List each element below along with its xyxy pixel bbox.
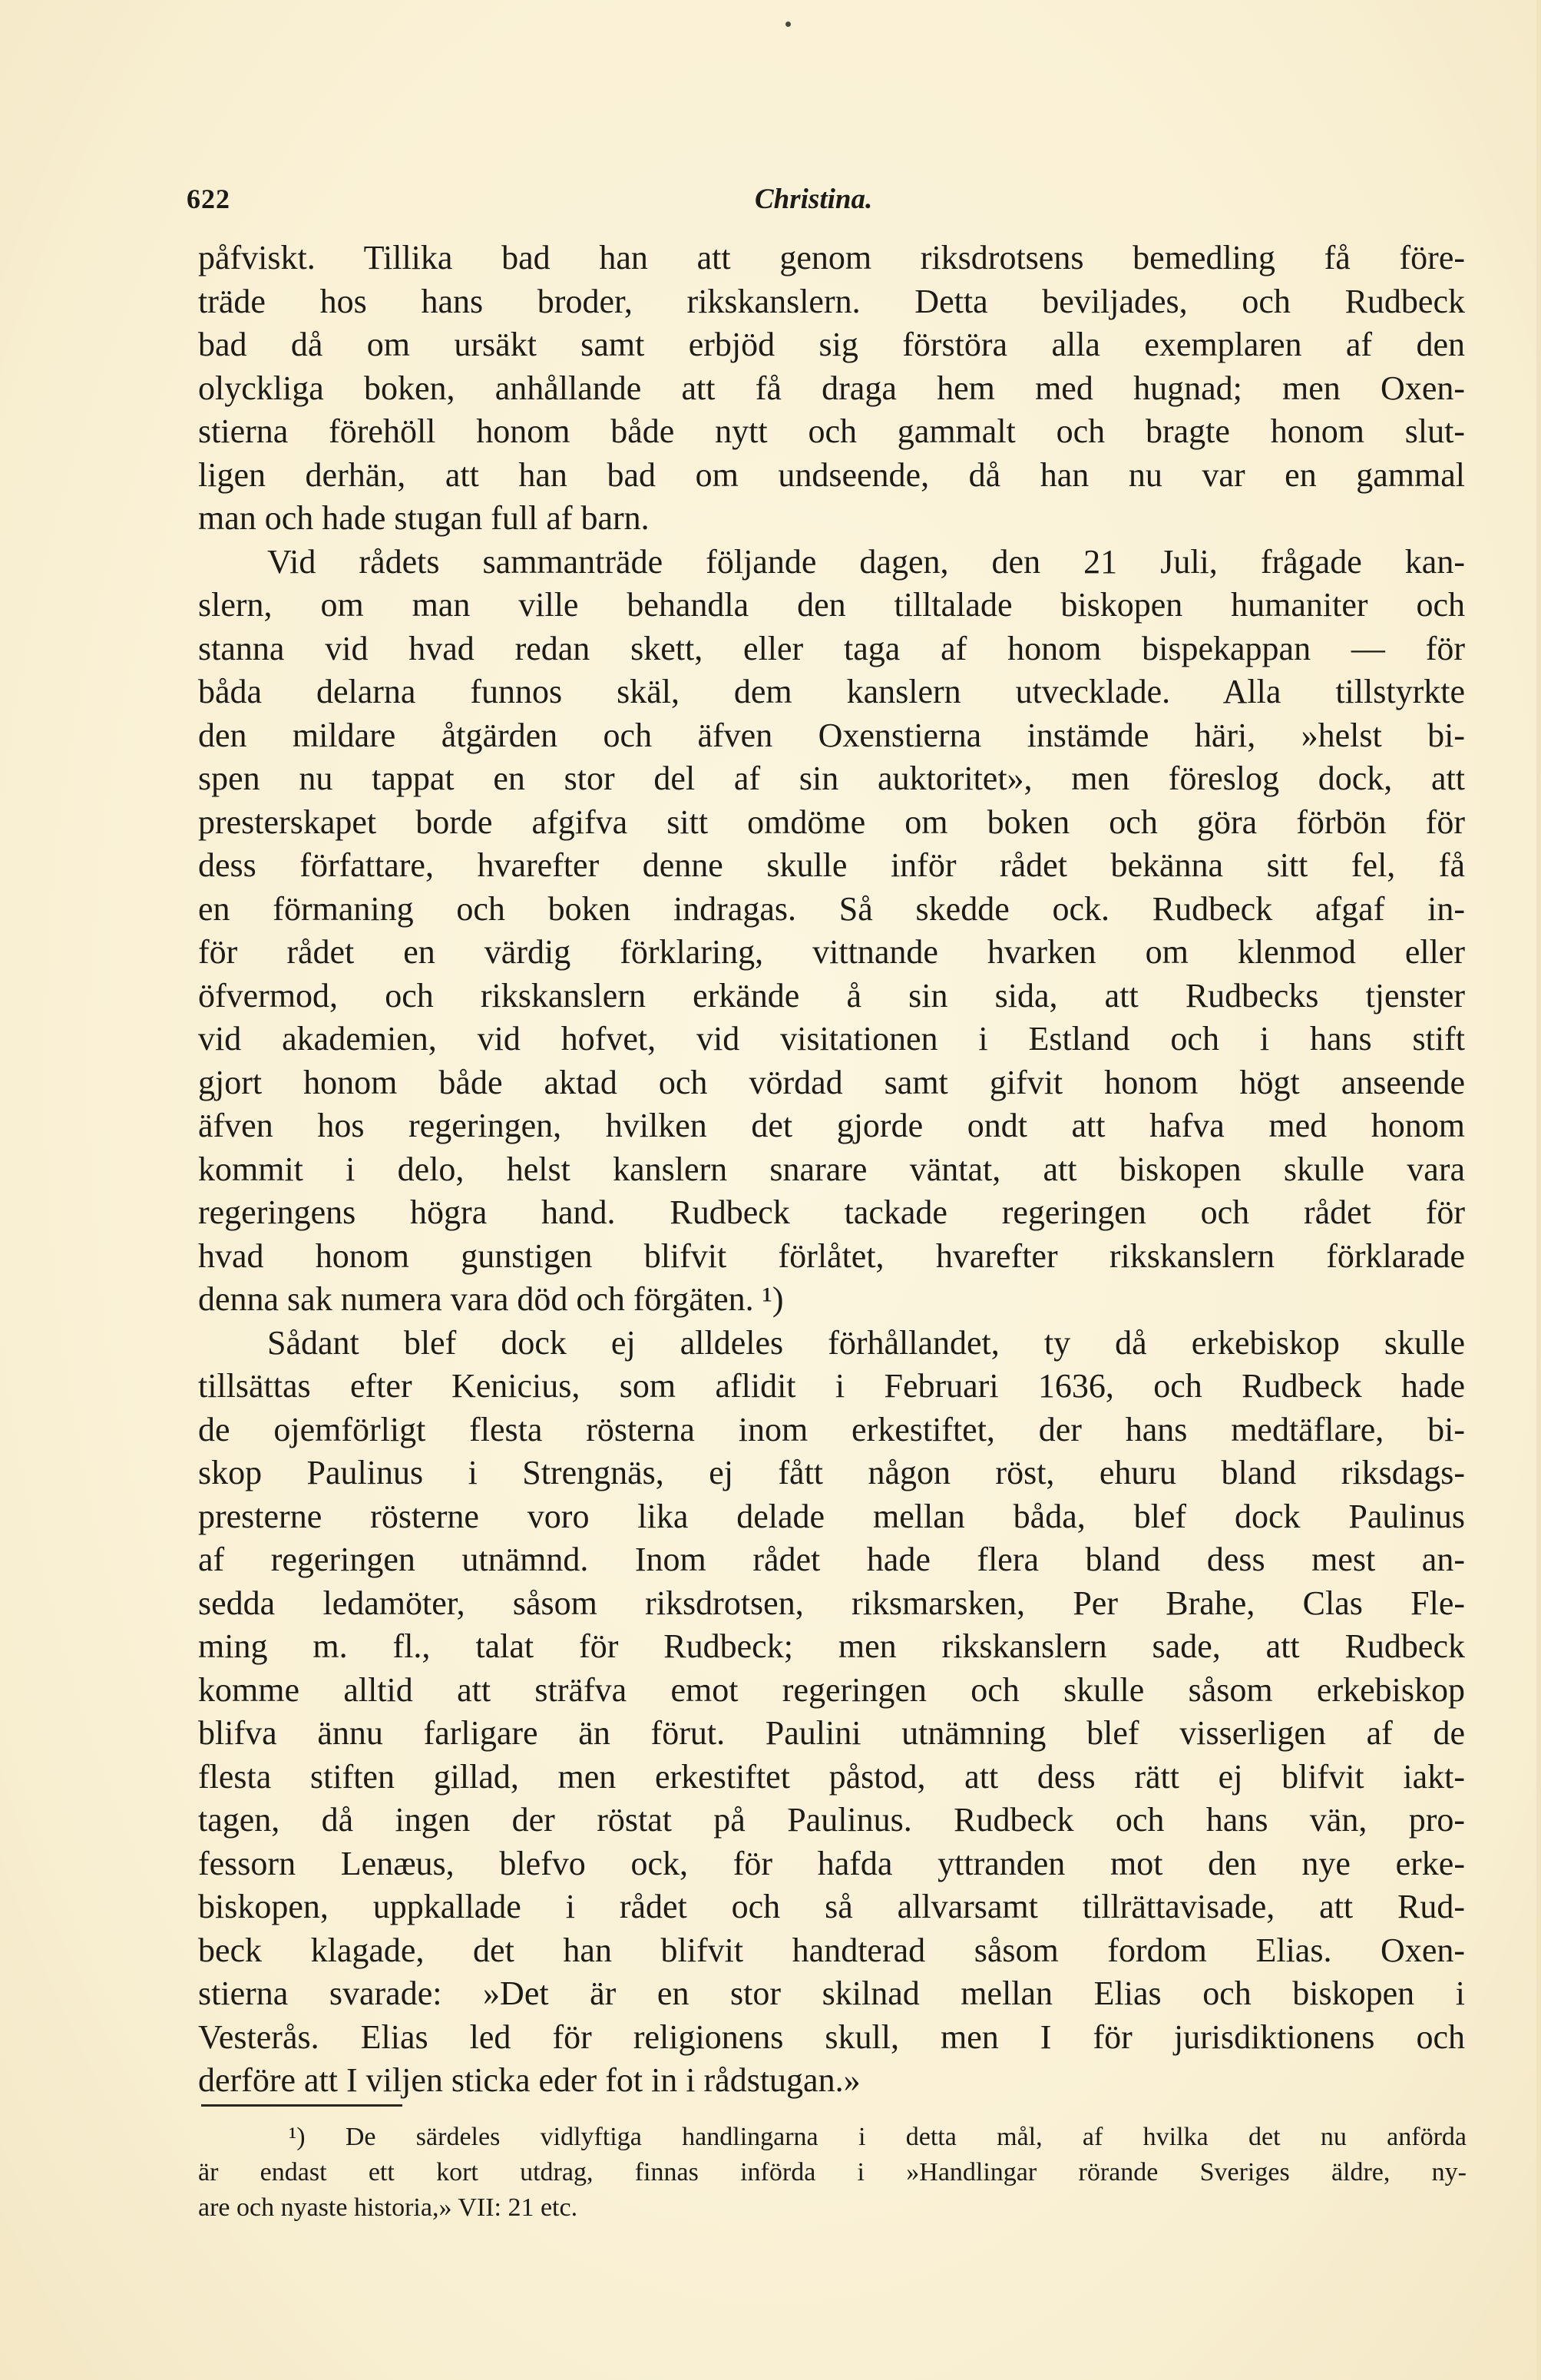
text-line: presterne rösterne voro lika delade mellan båda, blef dock Paulinus	[198, 1497, 1465, 1535]
text-line: kommit i delo, helst kanslern snarare väntat, att biskopen skulle vara	[198, 1150, 1465, 1188]
text-line: vid akademien, vid hofvet, vid visitationen i Estland och i hans stift	[198, 1020, 1465, 1058]
text-line: sedda ledamöter, såsom riksdrotsen, riksmarsken, Per Brahe, Clas Fle-	[198, 1584, 1465, 1622]
running-title: Christina.	[755, 184, 873, 215]
text-line: Sådant blef dock ej alldeles förhållandet, ty då erkebiskop skulle	[267, 1323, 1465, 1362]
text-line: derföre att I viljen sticka eder fot in i rådstugan.»	[198, 2061, 861, 2099]
text-line: gjort honom både aktad och vördad samt gifvit honom högt anseende	[198, 1063, 1465, 1101]
text-line: en förmaning och boken indragas. Så skedde ock. Rudbeck afgaf in-	[198, 889, 1465, 928]
text-line: tillsättas efter Kenicius, som aflidit i Februari 1636, och Rudbeck hade	[198, 1367, 1465, 1405]
text-line: ligen derhän, att han bad om undseende, då han nu var en gammal	[198, 455, 1465, 494]
text-line: fessorn Lenæus, blefvo ock, för hafda yttranden mot den nye erke-	[198, 1844, 1465, 1882]
text-line: träde hos hans broder, rikskanslern. Detta beviljades, och Rudbeck	[198, 282, 1465, 320]
text-line: komme alltid att sträfva emot regeringen och skulle såsom erkebiskop	[198, 1670, 1465, 1709]
text-line: påfviskt. Tillika bad han att genom riksdrotsens bemedling få före-	[198, 239, 1465, 276]
footnote-line: är endast ett kort utdrag, finnas införda i »Handlingar rörande Sveriges äldre, ny-	[198, 2158, 1467, 2186]
text-line: beck klagade, det han blifvit handterad såsom fordom Elias. Oxen-	[198, 1931, 1465, 1969]
text-line: stanna vid hvad redan skett, eller taga af honom bispekappan — för	[198, 629, 1465, 667]
text-line: blifva ännu farligare än förut. Paulini utnämning blef visserligen af de	[198, 1714, 1465, 1752]
ink-dot	[785, 22, 791, 27]
text-line: man och hade stugan full af barn.	[198, 499, 650, 537]
text-line: flesta stiften gillad, men erkestiftet påstod, att dess rätt ej blifvit iakt-	[198, 1757, 1465, 1796]
text-line: Vesterås. Elias led för religionens skull, men I för jurisdiktionens och	[198, 2018, 1465, 2056]
text-line: denna sak numera vara död och förgäten. ¹)	[198, 1280, 784, 1318]
text-line: af regeringen utnämnd. Inom rådet hade flera bland dess mest an-	[198, 1541, 1465, 1578]
text-line: hvad honom gunstigen blifvit förlåtet, hvarefter rikskanslern förklarade	[198, 1236, 1465, 1275]
text-line: olyckliga boken, anhållande att få draga hem med hugnad; men Oxen-	[198, 369, 1465, 407]
body-text	[198, 237, 1465, 2103]
page-edge	[1536, 0, 1541, 2380]
footnote-line: are och nyaste historia,» VII: 21 etc.	[198, 2193, 578, 2222]
text-line: presterskapet borde afgifva sitt omdöme om boken och göra förbön för	[198, 803, 1465, 841]
text-line: äfven hos regeringen, hvilken det gjorde ondt att hafva med honom	[198, 1107, 1465, 1144]
text-line: regeringens högra hand. Rudbeck tackade regeringen och rådet för	[198, 1193, 1465, 1231]
footnote	[198, 2120, 1467, 2226]
text-line: båda delarna funnos skäl, dem kanslern utvecklade. Alla tillstyrkte	[198, 673, 1465, 710]
text-line: slern, om man ville behandla den tilltalade biskopen humaniter och	[198, 586, 1465, 624]
text-line: den mildare åtgärden och äfven Oxenstierna instämde häri, »helst bi-	[198, 716, 1465, 754]
text-line: de ojemförligt flesta rösterna inom erkestiftet, der hans medtäflare, bi-	[198, 1410, 1465, 1448]
page-number: 622	[187, 184, 230, 214]
text-line: bad då om ursäkt samt erbjöd sig förstöra alla exemplaren af den	[198, 326, 1465, 363]
text-line: öfvermod, och rikskanslern erkände å sin sida, att Rudbecks tjenster	[198, 976, 1465, 1015]
text-line: skop Paulinus i Strengnäs, ej fått någon röst, ehuru bland riksdags-	[198, 1454, 1465, 1491]
text-line: dess författare, hvarefter denne skulle inför rådet bekänna sitt fel, få	[198, 846, 1465, 884]
text-line: biskopen, uppkallade i rådet och så allvarsamt tillrättavisade, att Rud-	[198, 1888, 1465, 1925]
text-line: för rådet en värdig förklaring, vittnande hvarken om klenmod eller	[198, 933, 1465, 971]
text-line: tagen, då ingen der röstat på Paulinus. Rudbeck och hans vän, pro-	[198, 1801, 1465, 1839]
text-line: spen nu tappat en stor del af sin auktoritet», men föreslog dock, att	[198, 760, 1465, 797]
page-header	[187, 183, 1461, 229]
text-line: ming m. fl., talat för Rudbeck; men rikskanslern sade, att Rudbeck	[198, 1627, 1465, 1665]
footnote-line: ¹) De särdeles vidlyftiga handlingarna i detta mål, af hvilka det nu anförda	[289, 2123, 1467, 2151]
footnote-rule	[201, 2104, 402, 2107]
text-line: stierna svarade: »Det är en stor skilnad mellan Elias och biskopen i	[198, 1975, 1465, 2012]
text-line: Vid rådets sammanträde följande dagen, den 21 Juli, frågade kan-	[267, 542, 1465, 581]
text-line: stierna förehöll honom både nytt och gammalt och bragte honom slut-	[198, 412, 1465, 450]
